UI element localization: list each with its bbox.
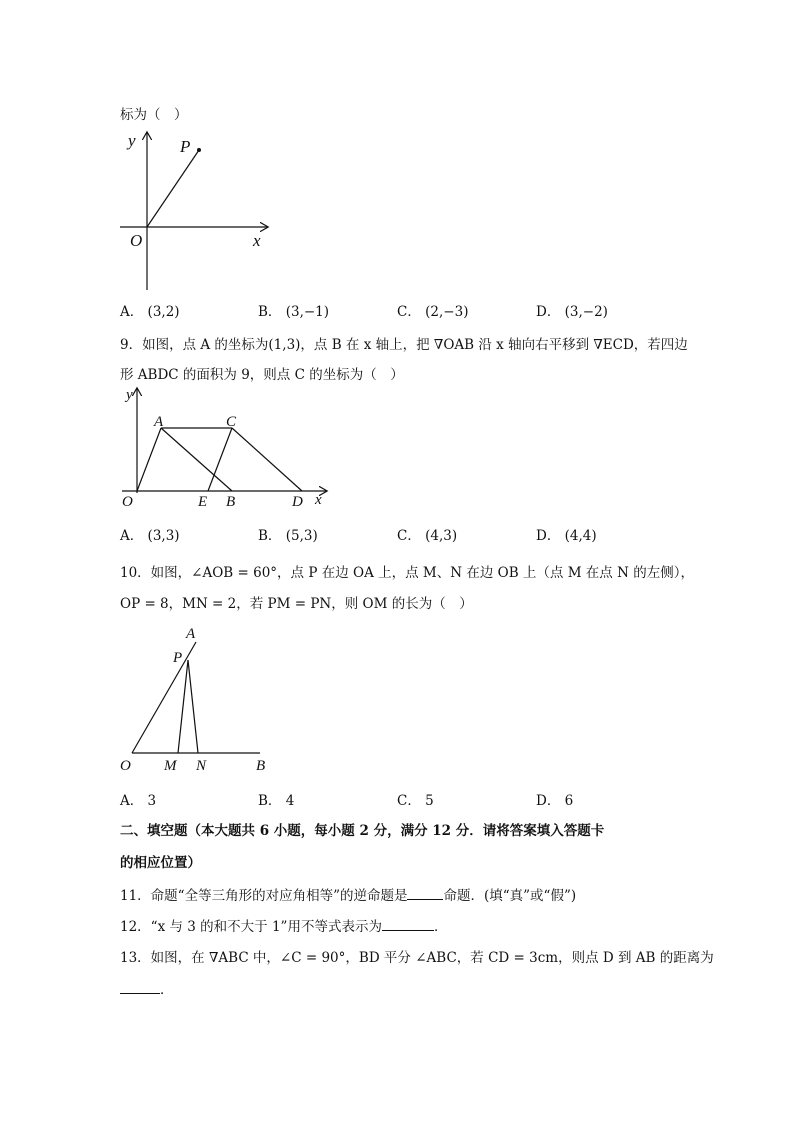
q8-option-d[interactable]: D． (3,−2) [536, 304, 608, 320]
q9-label-x: x [315, 492, 322, 508]
q11-text-before: 11．命题“全等三角形的对应角相等”的逆命题是 [120, 888, 408, 904]
q9-segment-cd [232, 428, 302, 491]
q10-line2: OP = 8，MN = 2，若 PM = PN，则 OM 的长为（ ） [120, 596, 473, 612]
q9-label-e: E [198, 494, 208, 510]
q9-label-y: y [126, 387, 133, 403]
q10-label-a: A [186, 626, 196, 642]
q8-stem-tail: 标为（ ） [120, 107, 188, 123]
q9-label-b: B [226, 494, 236, 510]
q10-options [0, 789, 794, 809]
q10-label-n: N [196, 758, 207, 774]
q9-options [0, 524, 794, 544]
q9-option-b[interactable]: B． (5,3) [258, 528, 318, 544]
q9-label-a: A [154, 414, 164, 430]
q11-text-after: 命题．(填“真”或“假”) [443, 888, 577, 904]
q9-label-o: O [122, 494, 133, 510]
q10-option-c[interactable]: C． 5 [397, 793, 434, 809]
q9-segment-ab [161, 428, 232, 491]
q10-segment-pn [188, 660, 198, 753]
q12-text-before: 12．“x 与 3 的和不大于 1”用不等式表示为 [120, 919, 382, 935]
q12-answer-blank[interactable] [382, 918, 434, 931]
q11 [120, 884, 576, 904]
q13-text-after: ． [160, 982, 174, 998]
q8-options [0, 300, 794, 320]
q12-text-after: ． [433, 919, 448, 935]
q8-option-a[interactable]: A． (3,2) [120, 304, 180, 320]
q10-option-d[interactable]: D． 6 [536, 793, 574, 809]
q9-segment-oa [137, 428, 161, 491]
q10-label-m: M [164, 758, 177, 774]
q8-option-b[interactable]: B． (3,−1) [258, 304, 330, 320]
q10-option-b[interactable]: B． 4 [258, 793, 295, 809]
q13-line1: 13．如图，在 ∇ABC 中，∠C = 90°，BD 平分 ∠ABC，若 CD = 3cm，则点 D 到 AB 的距离为 [120, 950, 714, 966]
q8-label-p: P [180, 137, 191, 156]
q9-segment-ec [208, 428, 232, 491]
q10-label-p: P [173, 650, 183, 666]
q9-line1: 9．如图，点 A 的坐标为(1,3)，点 B 在 x 轴上，把 ∇OAB 沿 x 轴向右平移到 ∇ECD，若四边 [120, 337, 688, 353]
q11-answer-blank[interactable] [407, 887, 443, 900]
q9-figure [112, 383, 337, 511]
q8-label-o: O [130, 231, 143, 250]
q8-label-x: x [253, 231, 261, 250]
q13-answer-blank[interactable] [120, 981, 160, 994]
q10-ray-oa [132, 642, 196, 753]
q8-segment-op [147, 150, 199, 227]
q8-label-y: y [128, 131, 136, 150]
q8-figure [110, 128, 280, 293]
section2-heading-line1: 二、填空题（本大题共 6 小题，每小题 2 分，满分 12 分．请将答案填入答题卡 [120, 823, 605, 839]
q13-line2 [120, 978, 174, 998]
q8-point-p [197, 148, 201, 152]
section2-heading-line2: 的相应位置） [120, 855, 201, 871]
q10-segment-pm [178, 660, 188, 753]
q8-option-c[interactable]: C． (2,−3) [397, 304, 469, 320]
q9-label-c: C [226, 414, 237, 430]
q10-label-o: O [120, 758, 131, 774]
q10-figure [112, 620, 277, 778]
q9-option-a[interactable]: A． (3,3) [120, 528, 180, 544]
q9-option-c[interactable]: C． (4,3) [397, 528, 458, 544]
q9-line2: 形 ABDC 的面积为 9，则点 C 的坐标为（ ） [120, 367, 404, 383]
q10-option-a[interactable]: A． 3 [120, 793, 157, 809]
q12 [120, 915, 447, 935]
q9-label-d: D [292, 494, 303, 510]
q10-label-b: B [256, 758, 266, 774]
q9-option-d[interactable]: D． (4,4) [536, 528, 597, 544]
q10-line1: 10．如图，∠AOB = 60°，点 P 在边 OA 上，点 M、N 在边 OB 上（点 M 在点 N 的左侧）， [120, 565, 694, 581]
